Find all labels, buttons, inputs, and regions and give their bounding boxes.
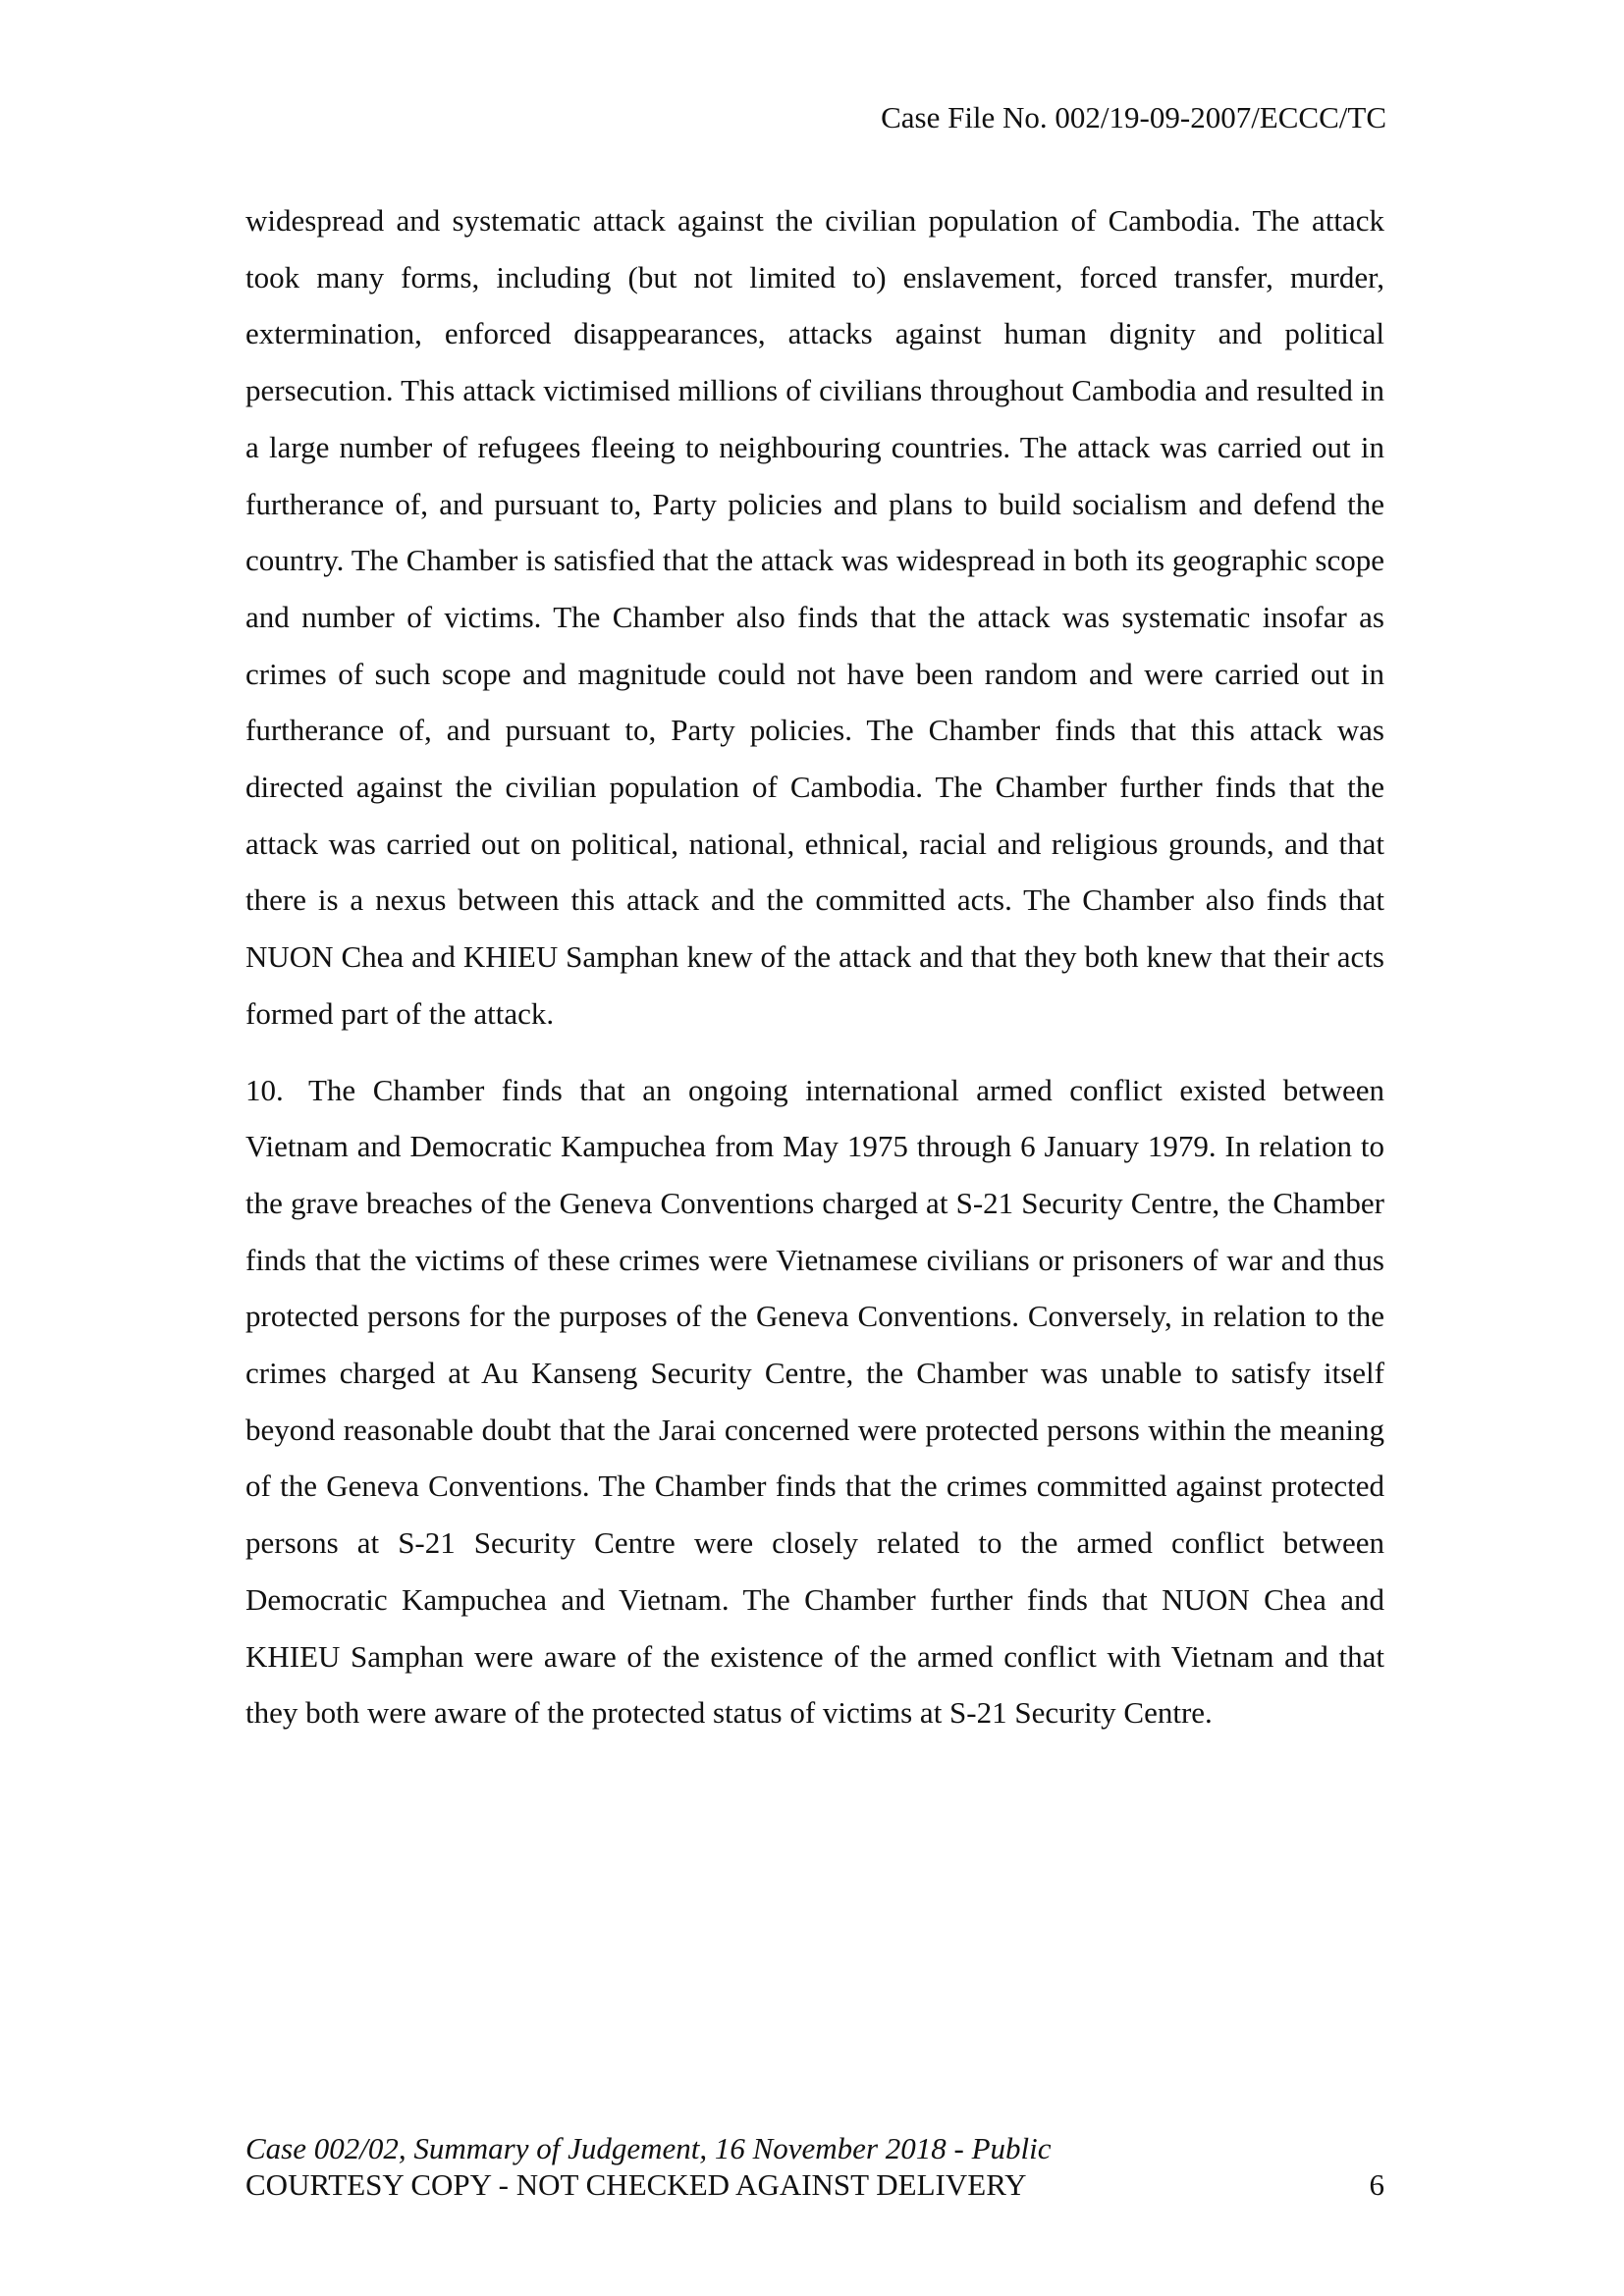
paragraph-continued — [245, 192, 1384, 1042]
case-file-header: Case File No. 002/19-09-2007/ECCC/TC — [881, 100, 1386, 134]
paragraph-text: The Chamber finds that an ongoing international armed conflict existed between Vietnam and Democratic Kampuchea from May 1975 through 6 January 1979. In relation to the grave breaches of the Geneva Conventions charged at S-21 Security Centre, the Chamber finds that the victims of these crimes were Vietnamese civilians or prisoners of war and thus protected persons for the purposes of the Geneva Conventions. Conversely, in relation to the crimes charged at Au Kanseng Security Centre, the Chamber was unable to satisfy itself beyond reasonable doubt that the Jarai concerned were protected persons within the meaning of the Geneva Conventions. The Chamber finds that the crimes committed against protected persons at S-21 Security Centre were closely related to the armed conflict between Democratic Kampuchea and Vietnam. The Chamber further finds that NUON Chea and KHIEU Samphan were aware of the existence of the armed conflict with Vietnam and that they both were aware of the protected status of victims at S-21 Security Centre. — [245, 1072, 1384, 1731]
footer-courtesy-line: COURTESY COPY - NOT CHECKED AGAINST DELIVERY — [245, 2167, 1027, 2202]
document-body — [245, 192, 1384, 1741]
paragraph-number: 10. — [245, 1072, 284, 1107]
paragraph-10 — [245, 1062, 1384, 1741]
page-footer — [245, 2130, 1384, 2203]
paragraph-text: widespread and systematic attack against the civilian population of Cambodia. The attack took many forms, including (but not limited to) enslavement, forced transfer, murder, extermination, enforced disappearances, attacks against human dignity and political persecution. This attack victimised millions of civilians throughout Cambodia and resulted in a large number of refugees fleeing to neighbouring countries. The attack was carried out in furtherance of, and pursuant to, Party policies and plans to build socialism and defend the country. The Chamber is satisfied that the attack was widespread in both its geographic scope and number of victims. The Chamber also finds that the attack was systematic insofar as crimes of such scope and magnitude could not have been random and were carried out in furtherance of, and pursuant to, Party policies. The Chamber finds that this attack was directed against the civilian population of Cambodia. The Chamber further finds that the attack was carried out on political, national, ethnical, racial and religious grounds, and that there is a nexus between this attack and the committed acts. The Chamber also finds that NUON Chea and KHIEU Samphan knew of the attack and that they both knew that their acts formed part of the attack. — [245, 203, 1384, 1031]
footer-courtesy-row — [245, 2166, 1384, 2203]
page-number: 6 — [1369, 2167, 1384, 2202]
footer-summary-line: Case 002/02, Summary of Judgement, 16 November 2018 - Public — [245, 2131, 1052, 2165]
